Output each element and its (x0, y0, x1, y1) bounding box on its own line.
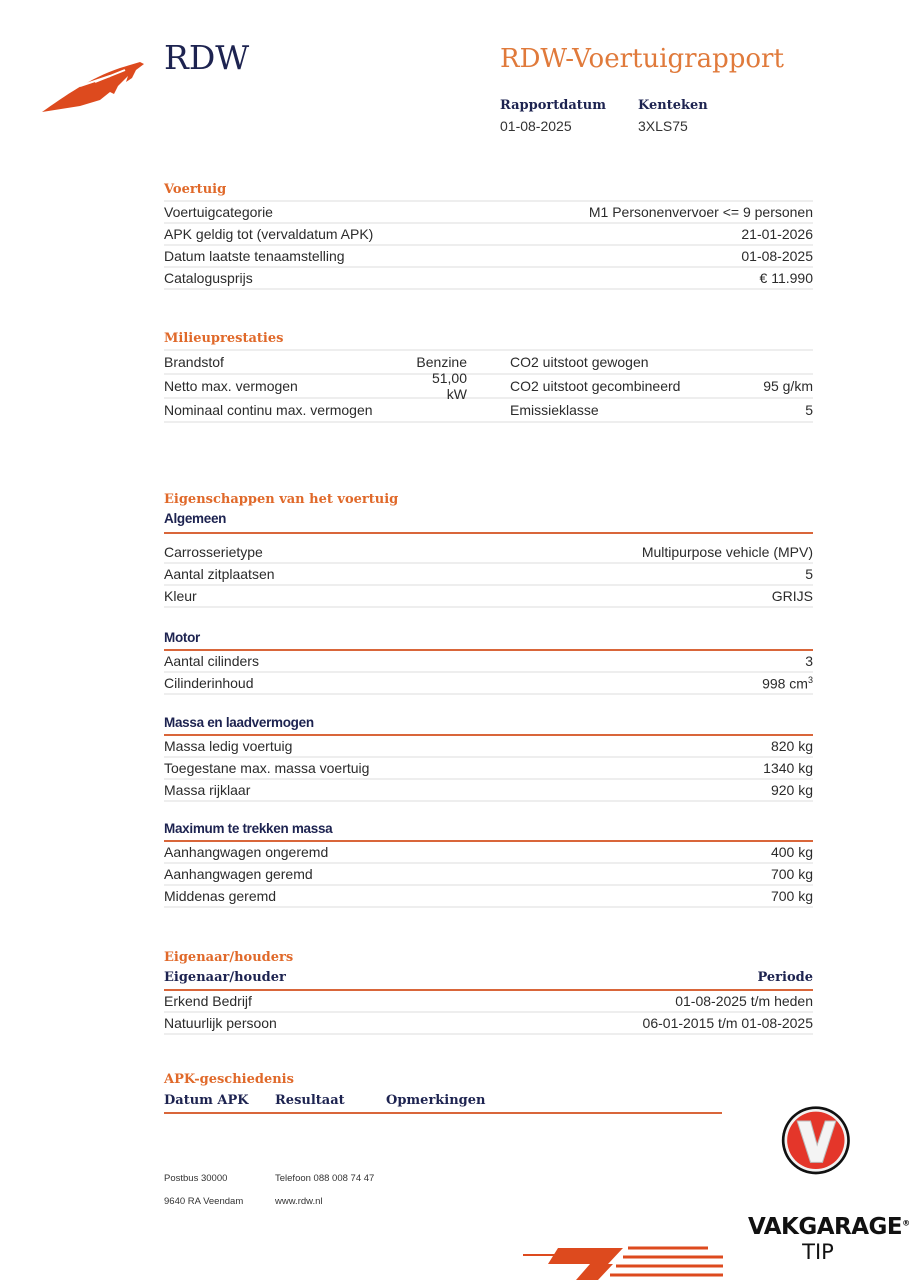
footer-address: 9640 RA Veendam (164, 1196, 244, 1207)
row-value: M1 Personenvervoer <= 9 personen (588, 204, 813, 220)
table-header (164, 968, 813, 988)
row-label: Middenas geremd (164, 888, 277, 904)
row-label: CO2 uitstoot gewogen (510, 354, 649, 370)
row-value: 5 (805, 566, 813, 582)
divider (164, 1112, 722, 1114)
row-label: Erkend Bedrijf (164, 993, 252, 1009)
rdw-logo-text: RDW (164, 38, 250, 77)
table-row (164, 758, 813, 780)
subsection-title: Massa en laadvermogen (164, 715, 314, 730)
table-row (164, 200, 813, 224)
row-label: Kleur (164, 588, 197, 604)
row-label: APK geldig tot (vervaldatum APK) (164, 226, 374, 242)
registered-mark: ® (902, 1218, 910, 1228)
row-label: Aanhangwagen ongeremd (164, 844, 329, 860)
row-label: Toegestane max. massa voertuig (164, 760, 370, 776)
column-header: Resultaat (275, 1093, 345, 1108)
table-row (164, 349, 813, 375)
table-row (164, 780, 813, 802)
section-title: Voertuig (164, 182, 227, 197)
footer-website[interactable]: www.rdw.nl (275, 1196, 323, 1207)
superscript: 3 (807, 674, 813, 685)
subsection-title: Algemeen (164, 511, 227, 526)
rdw-bottom-mark-icon (518, 1240, 728, 1280)
section-title: Milieuprestaties (164, 331, 284, 346)
license-plate-value: 3XLS75 (638, 118, 688, 134)
subsection-motor (164, 629, 813, 695)
section-title: Eigenaar/houders (164, 950, 294, 965)
section-eigenschappen (164, 490, 813, 608)
row-value: € 11.990 (759, 270, 813, 286)
row-label: Massa rijklaar (164, 782, 251, 798)
section-title: Eigenschappen van het voertuig (164, 492, 399, 507)
subsection-massa (164, 714, 813, 802)
row-label: Aanhangwagen geremd (164, 866, 313, 882)
row-label: Brandstof (164, 354, 224, 370)
section-voertuig (164, 180, 813, 290)
table-row (164, 842, 813, 864)
table-row (164, 586, 813, 608)
column-header: Datum APK (164, 1093, 249, 1108)
table-row (164, 268, 813, 290)
badge-name: VAKGARAGE (748, 1214, 903, 1240)
table-row (164, 736, 813, 758)
footer-phone: Telefoon 088 008 74 47 (275, 1173, 375, 1184)
row-value: 820 kg (770, 738, 813, 754)
row-value: 06-01-2015 t/m 01-08-2025 (642, 1015, 813, 1031)
section-eigenaren (164, 948, 813, 1035)
table-row (164, 399, 813, 423)
row-label: Netto max. vermogen (164, 378, 298, 394)
row-label: Nominaal continu max. vermogen (164, 402, 373, 418)
vakgarage-logo-icon (745, 1105, 890, 1215)
row-value: 01-08-2025 t/m heden (675, 993, 813, 1009)
table-row (164, 224, 813, 246)
report-title: RDW-Voertuigrapport (500, 44, 784, 74)
table-row (164, 673, 813, 695)
table-header (164, 1090, 722, 1112)
row-value: 01-08-2025 (741, 248, 813, 264)
license-plate-label: Kenteken (638, 98, 708, 113)
row-value: Benzine (416, 354, 467, 370)
footer-postbus: Postbus 30000 (164, 1173, 228, 1184)
table-row (164, 864, 813, 886)
report-date-block (500, 98, 606, 134)
section-apk (164, 1070, 722, 1114)
report-date-label: Rapportdatum (500, 98, 606, 113)
license-plate-block (638, 98, 708, 134)
row-value: 700 kg (770, 888, 813, 904)
row-label: Voertuigcategorie (164, 204, 273, 220)
report-date-value: 01-08-2025 (500, 118, 572, 134)
table-row (164, 991, 813, 1013)
table-row (164, 651, 813, 673)
row-value: 95 g/km (763, 378, 813, 394)
table-row (164, 1013, 813, 1035)
row-label: Datum laatste tenaamstelling (164, 248, 345, 264)
row-label: Catalogusprijs (164, 270, 253, 286)
table-row (164, 542, 813, 564)
row-value: 21-01-2026 (741, 226, 813, 242)
column-header: Eigenaar/houder (164, 970, 286, 985)
row-value: 5 (805, 402, 813, 418)
row-label: Natuurlijk persoon (164, 1015, 277, 1031)
row-value: 700 kg (770, 866, 813, 882)
vakgarage-tip: TIP (802, 1240, 834, 1264)
column-header: Opmerkingen (386, 1093, 486, 1108)
section-milieu (164, 329, 813, 423)
row-value: Multipurpose vehicle (MPV) (641, 544, 813, 560)
row-label: CO2 uitstoot gecombineerd (510, 378, 681, 394)
subsection-trekken (164, 820, 813, 908)
rdw-feather-logo (40, 56, 150, 116)
row-value: 1340 kg (763, 760, 813, 776)
vakgarage-name (748, 1214, 910, 1240)
table-row (164, 246, 813, 268)
row-value: GRIJS (771, 588, 813, 604)
section-title: APK-geschiedenis (164, 1072, 294, 1087)
row-label: Aantal zitplaatsen (164, 566, 275, 582)
row-value: 51,00 kW (431, 370, 467, 402)
row-value: 920 kg (770, 782, 813, 798)
row-label: Aantal cilinders (164, 653, 259, 669)
subsection-title: Motor (164, 630, 200, 645)
table-row (164, 370, 813, 402)
row-value: 3 (805, 653, 813, 669)
column-header: Periode (757, 970, 813, 985)
row-label: Massa ledig voertuig (164, 738, 293, 754)
table-row (164, 564, 813, 586)
row-label: Cilinderinhoud (164, 675, 254, 691)
table-row (164, 886, 813, 908)
subsection-title: Maximum te trekken massa (164, 821, 333, 836)
row-value: 400 kg (770, 844, 813, 860)
value-text: 998 cm (762, 675, 808, 692)
row-value (762, 675, 813, 692)
row-label: Emissieklasse (510, 402, 599, 418)
divider (164, 532, 813, 534)
row-label: Carrosserietype (164, 544, 263, 560)
